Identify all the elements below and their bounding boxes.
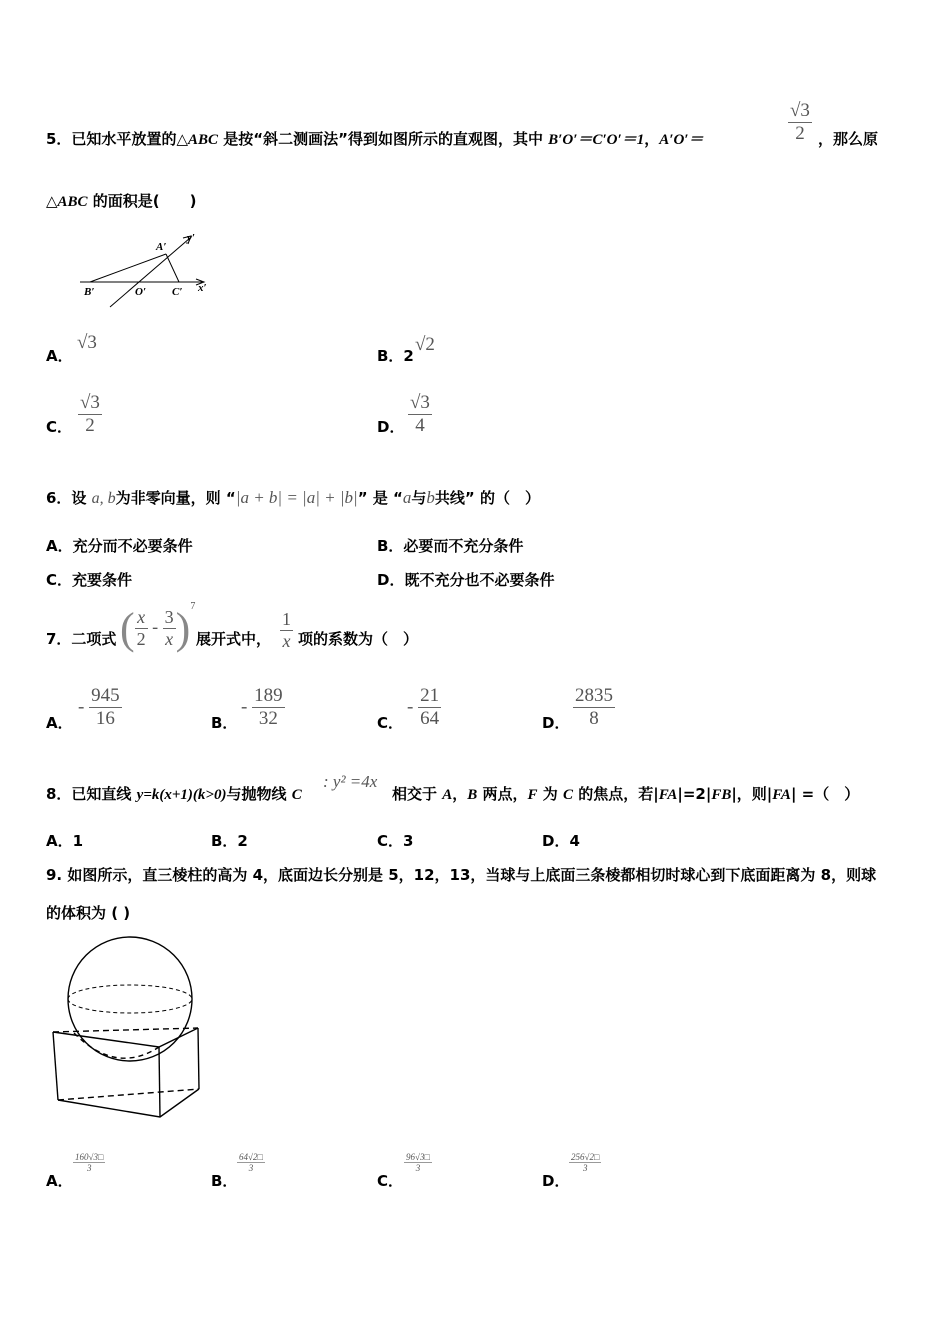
q5-line2: △ABC 的面积是( ): [46, 192, 197, 210]
q7-option-a[interactable]: A．: [46, 714, 73, 732]
q9-option-c-value: $\frac{96√3□}{3}$: [406, 1152, 430, 1173]
q5-option-a[interactable]: A．: [46, 347, 73, 365]
q9-option-d-value: $\frac{256√2□}{3}$: [571, 1152, 600, 1173]
q7-option-b[interactable]: B．: [211, 714, 238, 732]
q9-figure: [46, 930, 206, 1125]
q5-option-b-value: √2: [415, 334, 435, 355]
q6-option-c[interactable]: C．充要条件: [46, 571, 133, 589]
q5-option-c-value: $\frac{√3}{2}$: [80, 392, 100, 436]
q5-figure: [76, 226, 216, 306]
q7-option-d-value: $\frac{2835}{8}$: [575, 685, 613, 729]
q9-option-b-value: $\frac{64√2□}{3}$: [239, 1152, 263, 1173]
q7-reciprocal: $\frac{1}{x}$: [282, 609, 291, 651]
q7-tail: 项的系数为（ ）: [298, 630, 419, 648]
q9-option-d[interactable]: D．: [542, 1172, 570, 1190]
q8-parabola: : y² =4x: [323, 772, 378, 791]
q9-option-b[interactable]: B．: [211, 1172, 238, 1190]
q7-option-a-value: - $\frac{945}{16}$: [78, 685, 120, 729]
q5-option-a-value: √3: [77, 332, 97, 353]
q8-option-c[interactable]: C．3: [377, 832, 414, 850]
q7-prefix: 7．二项式: [46, 630, 117, 648]
q6-option-b[interactable]: B．必要而不充分条件: [377, 537, 524, 555]
label-a-prime: A′: [156, 241, 167, 253]
q9-line2: 的体积为 ( ): [46, 904, 131, 922]
q7-option-d[interactable]: D．: [542, 714, 570, 732]
q5-option-c[interactable]: C．: [46, 418, 73, 436]
q5-option-d-value: $\frac{√3}{4}$: [410, 392, 430, 436]
q6-stem: 6．设 a, b为非零向量，则 “|a + b| = |a| + |b|” 是 “a与b共线” 的（ ）: [46, 488, 541, 507]
q5-option-b[interactable]: B．2: [377, 347, 414, 365]
q7-option-c[interactable]: C．: [377, 714, 404, 732]
q9-option-a-value: $\frac{160√3□}{3}$: [75, 1152, 104, 1173]
q5-line1-tail: ，那么原: [818, 130, 879, 148]
label-y-prime: y′: [187, 232, 195, 244]
q7-option-b-value: - $\frac{189}{32}$: [241, 685, 283, 729]
q8-option-a[interactable]: A．1: [46, 832, 84, 850]
q8-option-b[interactable]: B．2: [211, 832, 248, 850]
q9-option-a[interactable]: A．: [46, 1172, 73, 1190]
q8-option-d[interactable]: D．4: [542, 832, 580, 850]
q7-binomial: ( $\frac{x}{2}$ - $\frac{3}{x}$ )$^7$: [120, 600, 196, 653]
q9-option-c[interactable]: C．: [377, 1172, 404, 1190]
label-x-prime: x′: [198, 282, 207, 294]
q8-stem-tail: 相交于 A，B 两点，F 为 C 的焦点，若|FA|=2|FB|，则|FA| =（ ）: [392, 785, 860, 803]
label-c-prime: C′: [172, 286, 183, 298]
q7-option-c-value: - $\frac{21}{64}$: [407, 685, 440, 729]
q5-option-d[interactable]: D．: [377, 418, 405, 436]
q6-option-a[interactable]: A．充分而不必要条件: [46, 537, 193, 555]
q7-mid: 展开式中，: [196, 630, 272, 648]
q8-stem: 8．已知直线 y=k(x+1)(k>0)与抛物线 C: [46, 785, 302, 803]
q6-option-d[interactable]: D．既不充分也不必要条件: [377, 571, 555, 589]
label-o-prime: O′: [135, 286, 147, 298]
q5-line1: 5．已知水平放置的△ABC 是按“斜二测画法”得到如图所示的直观图，其中 B′O′＝C′O′＝1，A′O′＝: [46, 130, 704, 148]
q5-fraction: $\frac{√3}{2}$: [790, 100, 810, 144]
label-b-prime: B′: [84, 286, 95, 298]
q9-line1: 9. 如图所示，直三棱柱的高为 4，底面边长分别是 5，12，13，当球与上底面三条棱都相切时球心到下底面距离为 8，则球: [46, 866, 877, 884]
